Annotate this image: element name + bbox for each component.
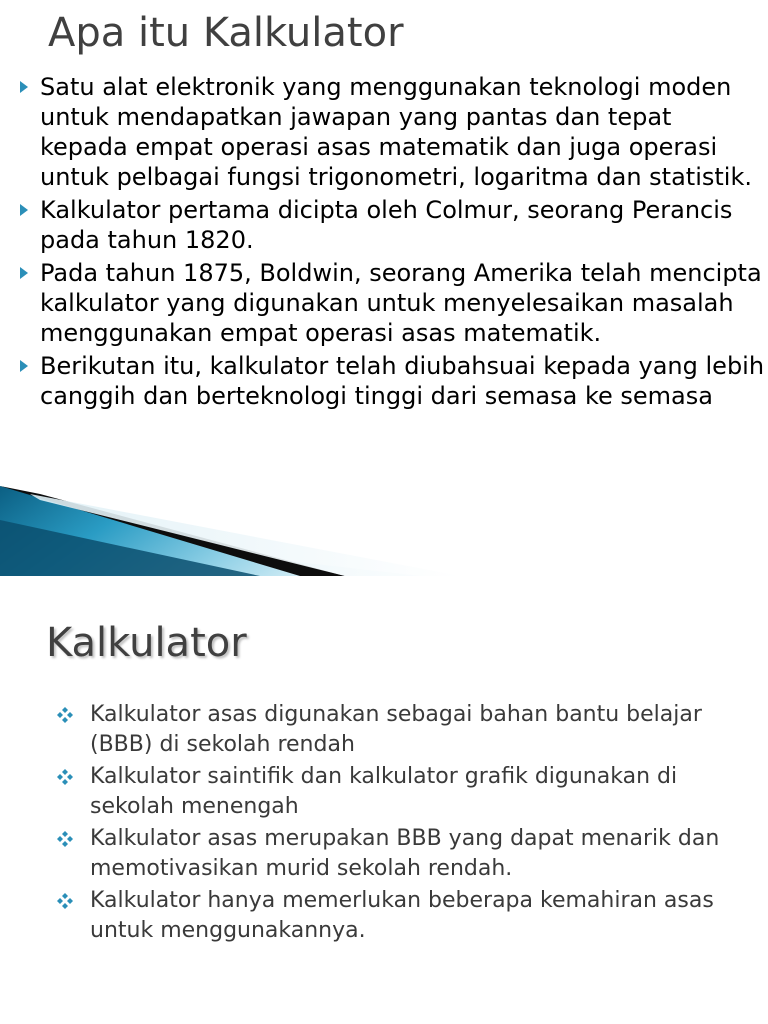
bullet-text: Berikutan itu, kalkulator telah diubahsuai kepada yang lebih canggih dan berteknologi tinggi dari semasa ke semasa xyxy=(40,352,765,410)
arrow-right-icon xyxy=(20,267,28,279)
slide-2-bullet-list xyxy=(52,700,732,948)
list-item xyxy=(52,824,732,884)
bullet-text: Kalkulator saintifik dan kalkulator grafik digunakan di sekolah menengah xyxy=(90,764,678,819)
slide-1-bullet-list xyxy=(14,72,766,414)
list-item xyxy=(14,351,766,411)
slide-2-title: Kalkulator xyxy=(46,620,247,666)
list-item xyxy=(14,195,766,255)
four-diamond-icon xyxy=(56,706,74,724)
bullet-text: Kalkulator pertama dicipta oleh Colmur, seorang Perancis pada tahun 1820. xyxy=(40,196,733,254)
bullet-text: Kalkulator asas digunakan sebagai bahan bantu belajar (BBB) di sekolah rendah xyxy=(90,702,702,757)
bullet-text: Kalkulator hanya memerlukan beberapa kemahiran asas untuk menggunakannya. xyxy=(90,888,714,943)
list-item xyxy=(52,886,732,946)
bullet-text: Satu alat elektronik yang menggunakan teknologi moden untuk mendapatkan jawapan yang pantas dan tepat kepada empat operasi asas matematik dan juga operasi untuk pelbagai fungsi trigonometri, logaritma dan statistik. xyxy=(40,73,752,191)
four-diamond-icon xyxy=(56,830,74,848)
slide-1-title: Apa itu Kalkulator xyxy=(48,10,404,56)
list-item xyxy=(14,258,766,348)
list-item xyxy=(52,700,732,760)
four-diamond-icon xyxy=(56,892,74,910)
four-diamond-icon xyxy=(56,768,74,786)
list-item xyxy=(14,72,766,192)
arrow-right-icon xyxy=(20,81,28,93)
slide-2 xyxy=(0,576,768,1024)
arrow-right-icon xyxy=(20,204,28,216)
list-item xyxy=(52,762,732,822)
arrow-right-icon xyxy=(20,360,28,372)
bullet-text: Kalkulator asas merupakan BBB yang dapat menarik dan memotivasikan murid sekolah rendah. xyxy=(90,826,720,881)
bullet-text: Pada tahun 1875, Boldwin, seorang Amerika telah mencipta kalkulator yang digunakan untuk menyelesaikan masalah menggunakan empat operasi asas matematik. xyxy=(40,259,762,347)
